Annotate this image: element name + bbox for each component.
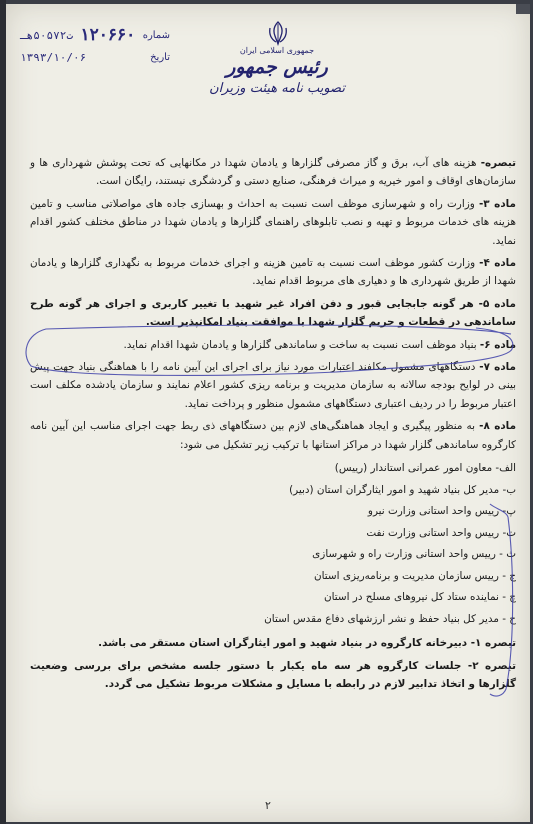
president-title: رئیس جمهور: [226, 56, 328, 78]
note-text: جلسات کارگروه هر سه ماه یکبار با دستور جلسه مشخص برای بررسی وضعیت گلزارها و اتخاذ تدابیر لازم در رابطه با مسایل و مشکلات مربوط تشکیل می گردد.: [30, 659, 516, 690]
paragraph-lead: تبصره-: [480, 157, 516, 169]
list-item: ث - رییس واحد استانی وزارت راه و شهرسازی: [312, 548, 516, 561]
note-text: دبیرخانه کارگروه در بنیاد شهید و امور ایثارگران استان مستقر می باشد.: [98, 637, 471, 650]
iran-emblem-icon: [265, 20, 291, 46]
paragraph-lead: ماده ۳-: [478, 197, 516, 210]
note-lead: تبصره ۲-: [467, 659, 516, 672]
paragraph: [30, 358, 516, 413]
paragraph: [30, 154, 516, 191]
paragraph-lead: ماده ۴-: [479, 257, 516, 270]
list-item: ت- رییس واحد استانی وزارت نفت: [366, 526, 516, 539]
paragraph-text: هر گونه جابجایی قبور و دفن افراد غیر شهید با تغییر کاربری و اجرای هر گونه طرح ساماندهی در قطعات و حریم گلزار شهدا با موافقت بنیاد امکانپذیر است.: [30, 297, 516, 329]
letterhead: [202, 46, 352, 96]
list-item: چ - نماینده ستاد کل نیروهای مسلح در استان: [323, 591, 516, 604]
republic-label: جمهوری اسلامی ایران: [239, 46, 315, 55]
paragraph-text: هزینه های آب، برق و گاز مصرفی گلزارها و یادمان شهدا در مکانهایی که تحت پوشش شهرداری ها و سازمان‌های اوقاف و امور خیریه و میراث فرهنگی، صنایع دستی و گردشگری نیستند، رایگان است.: [30, 157, 516, 188]
document-body: [30, 154, 516, 697]
cabinet-subtitle: تصویب نامه هیئت وزیران: [209, 81, 345, 96]
number-value: ۱۲۰۶۶۰: [80, 25, 136, 45]
page-number: ۲: [265, 799, 271, 812]
note-lead: تبصره ۱-: [470, 637, 516, 650]
paragraph-text: دستگاههای مشمول مکلفند اعتبارات مورد نیاز برای اجرای این آیین نامه را با هماهنگی بنیاد جهت پیش بینی در لوایح بودجه سالانه به سازمان مدیریت و برنامه ریزی کشور اعلام نمایند و سازمان یادشده مکلف است اعتبار مربوط را در ردیف اعتباری دستگاههای مشمول منظور و پرداخت نماید.: [30, 361, 516, 410]
paragraph-lead: ماده ۷-: [479, 361, 516, 374]
paragraph-highlighted: [30, 295, 516, 332]
note: [30, 634, 516, 652]
number-prefix: ت۵۰۵۷۲هـ: [20, 28, 74, 42]
list-item: پ- رییس واحد استانی وزارت نیرو: [367, 505, 516, 518]
number-row: [20, 24, 170, 46]
paragraph-lead: ماده ۸-: [479, 420, 517, 433]
paragraph-text: وزارت کشور موظف است نسبت به تامین هزینه و اجرای خدمات مربوط به نگهداری گلزارها و یادمان شهدا از طریق شهرداری ها و دهیاری های مربوط اقدام نماید.: [30, 257, 516, 288]
list-item: ج - رییس سازمان مدیریت و برنامه‌ریزی استان: [314, 569, 516, 582]
paragraph: [30, 195, 516, 250]
scan-corner: [516, 4, 530, 14]
date-label: تاریخ: [150, 51, 170, 63]
list-item: ح - مدیر کل بنیاد حفظ و نشر ارزشهای دفاع مقدس استان: [264, 612, 516, 625]
paragraph-text: وزارت راه و شهرسازی موظف است نسبت به احداث و بهسازی جاده های مواصلاتی مناسب و تامین هزینه های خدمات مربوط و تهیه و نصب تابلوهای راهنمای گلزارها و یادمان شهدا در مناطق مختلف کشور اقدام نماید.: [30, 197, 516, 247]
paragraph-lead: ماده ۵-: [478, 297, 516, 310]
paragraph: [30, 417, 516, 454]
document-page: [6, 4, 530, 822]
letter-meta: [20, 24, 170, 68]
number-label: شماره: [142, 29, 170, 41]
paragraph-lead: ماده ۶-: [479, 338, 516, 351]
list-item: ب- مدیر کل بنیاد شهید و امور ایثارگران استان (دبیر): [289, 483, 516, 496]
date-row: [20, 46, 170, 68]
paragraph-text: بنیاد موظف است نسبت به ساخت و ساماندهی گلزارها و یادمان شهدا اقدام نماید.: [123, 338, 480, 351]
paragraph: [30, 336, 516, 354]
note: [30, 657, 516, 694]
paragraph-text: به منظور پیگیری و ایجاد هماهنگی‌های لازم بین دستگاههای ذی ربط جهت اجرای مناسب این آیین نامه کارگروه ساماندهی گلزار شهدا در مراکز استانها با ترکیب زیر تشکیل می شود:: [30, 420, 516, 451]
list-item: الف- معاون امور عمرانی استاندار (رییس): [334, 462, 516, 475]
member-list: [30, 458, 516, 630]
paragraph: [30, 254, 516, 291]
date-value: ۱۳۹۳/۱۰/۰۶: [20, 50, 87, 64]
